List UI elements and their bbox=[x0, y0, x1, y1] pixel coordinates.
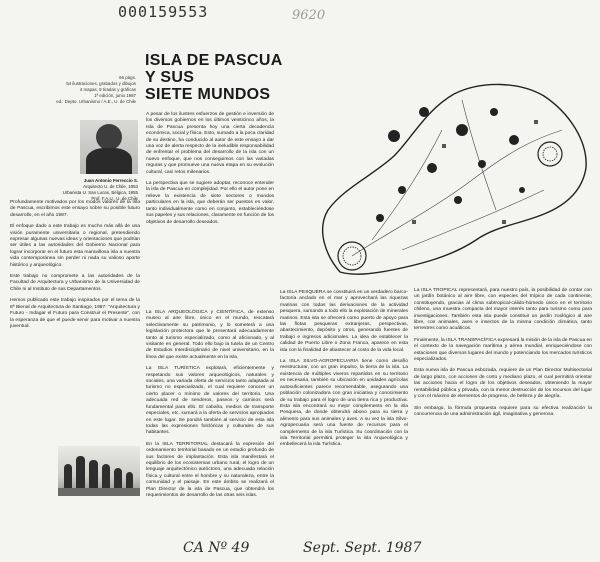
map-site bbox=[454, 196, 462, 204]
column-lead bbox=[146, 112, 274, 231]
map-marker bbox=[534, 120, 538, 124]
paragraph: La ISLA ARQUEOLÓGICA y CIENTÍFICA, de extenso museo al aire libre, único en el mundo, rescatará selectivamente su patrimonio, y lo someterá a una legislación protectora que le presentará adecuadamente tanto al turismo especializado, como al aficionado, y al visitante en general. Todo ello bajo la tutela de un Centro de Estudios Interdisciplinario de nivel universitario, en la línea del que existe actualmente en la isla. bbox=[146, 310, 274, 360]
map-site bbox=[398, 186, 406, 194]
map-marker bbox=[412, 220, 416, 224]
map-site bbox=[419, 107, 429, 117]
moai-statue-shape bbox=[102, 464, 110, 490]
column-islands-a bbox=[146, 310, 274, 504]
title-line: SIETE MUNDOS bbox=[145, 86, 271, 103]
meta-line: 54 ilustraciones, grabados y dibujos bbox=[66, 81, 136, 86]
moai-photo bbox=[58, 446, 140, 496]
moai-statue-shape bbox=[114, 468, 122, 490]
map-site bbox=[478, 160, 486, 168]
map-marker bbox=[502, 220, 506, 224]
paragraph: Finalmente, la ISLA TRANSPACÍFICA expresará la misión de la isla de Pascua en el contexto de la navegación marítima y aérea mundial, enriqueciéndose con estaciones que diversos lugares del mundo y potenciando los mercados turísticos especializados. bbox=[414, 337, 592, 363]
archive-stamp: 000159553 bbox=[118, 3, 209, 21]
map-site bbox=[490, 108, 498, 116]
paragraph: En la ISLA TERRITORIAL destacará la expresión del ordenamiento territorial basado en un estudio profundo de sus factores de implantación. Esta isla manifestará el equilibrio de los ecosistemas urbano rural, el logro de un lenguaje arquitectónico autóctono, una adecuada relación física y cultural entre el hombre y su naturaleza, entre la comunidad y el paisaje. En este ámbito se realizará el Plan Director de la isla de Pascua, que obtendrá los requerimientos de desarrollo de las otras seis islas. bbox=[146, 441, 274, 498]
author-credit-line: Urbanista U. San Lucas, Bélgica, 1955 bbox=[62, 190, 138, 195]
road-line bbox=[462, 100, 496, 210]
paragraph: La ISLA TURÍSTICA explotará, eficientemente y respetando sus valores arqueológicos, naturales y sociales, una variada oferta de servicios tanto adaptada al turismo no especializado, el cual requiere conocer un cierto placer o mínimo de valores del territorio. Una adecuada red de senderos, paseos y caminos será fundamental para ello. El cabaña, medios de transporte especiales, etc. sumará a la oferta de servicios apropiados en este lugar. Se pondrá también al servicio de esta isla todas las expresiones folclóricas y culturales de sus habitantes. bbox=[146, 366, 274, 436]
map-site bbox=[376, 214, 384, 222]
title-line: Y SUS bbox=[145, 69, 195, 86]
map-site bbox=[388, 130, 400, 142]
author-photo bbox=[80, 120, 138, 174]
column-islands-b bbox=[280, 290, 408, 454]
moai-statue-shape bbox=[76, 456, 85, 490]
map-site bbox=[456, 124, 468, 136]
map-site bbox=[427, 163, 437, 173]
title-line: ISLA DE PASCUA bbox=[145, 52, 283, 69]
moai-statue-shape bbox=[64, 464, 72, 490]
handwritten-note: 9620 bbox=[292, 8, 326, 23]
map-site bbox=[509, 135, 519, 145]
road-line bbox=[372, 130, 442, 240]
author-credit-line: Arquitecto U. de Chile, 1953 bbox=[83, 184, 138, 189]
handwritten-date: Sept. Sept. 1987 bbox=[303, 540, 422, 556]
book-metadata bbox=[12, 75, 136, 105]
road-line bbox=[352, 130, 562, 256]
meta-line: 4 mapas, 9 tiradas y gráficas bbox=[79, 87, 136, 92]
paragraph: Sin embargo, la fórmula propuesta requiere para su efectiva realización la concurrencia de una administración ágil, imaginativa y generosa. bbox=[414, 405, 592, 417]
paragraph: Este trabajo no compromete a las autoridades de la Facultad de Arquitectura y Urbanismo de la Universidad de Chile ni al Instituto de sus Departamentos. bbox=[10, 274, 140, 292]
island-map bbox=[282, 60, 594, 282]
author-credits bbox=[50, 178, 138, 202]
meta-line: ed.: Depto. Urbanismo / A.E., U. de Chile bbox=[56, 99, 136, 104]
paragraph: Profundamente motivados por los modos valores de la Isla de Pascua, escribimos este ensayo sobre su posible futuro desarrollo, en el año 1987. bbox=[10, 200, 140, 218]
handwritten-issue: CA Nº 49 bbox=[183, 540, 250, 556]
volcano-crater bbox=[543, 147, 557, 161]
paragraph: La perspectiva que se sugiere adoptar, reconoce entender la isla de Pascua en complejidad. Por ello el autor pone en relieve la existencia de siete sectores o mundos particulares en la isla, que deberán ser puestos en valor, tanto individualmente como en conjunto, estableciéndose sus papeles y sus relaciones, claramente en función de los objetivos de desarrollo deseados. bbox=[146, 181, 274, 225]
map-marker bbox=[442, 144, 446, 148]
author-credit-line: Prof. F.A.U., U. de Chile bbox=[91, 196, 138, 201]
moai-ground bbox=[58, 488, 140, 496]
paragraph: La ISLA PESQUERA se constituirá en un verdadero barco-factoría anclado en el mar y aprovechará las riquezas marinas con todas las derivaciones de la actividad pesquera, sumando a todo ello la explotación de minerales marinos. Esta isla se ofrecerá como puerto de apoyo para las flotas pesqueras extranjeras, perspectivas, abastecimiento, depósito y otros, generando fuentes de trabajo e ingresos adicionales. La idea de establecer la calidad de Puerto Libre o Zona Franca, aparece en esta isla con la finalidad de abastecer al costo de la vida local. bbox=[280, 290, 408, 353]
map-site bbox=[519, 187, 525, 193]
paragraph: A pesar de los ilustres esfuerzos de gestión e inversión de los diversos gobiernos en los últimos veinticinco años, la Isla de Pascua presenta hoy una cierta decadencia económica, social y física. Esto, sumado a la poca claridad de su destino, ha conducido al autor de este ensayo a dar una voz de alerta respecto de la ineludible responsabilidad de enfrentar el problema del desarrollo de la isla con un nuevo enfoque, que nos conseguimos con las variadas reguras y que promueve una nueva etapa en su evolución cultural, casi retos milenarios. bbox=[146, 112, 274, 175]
meta-line: 66 págs. bbox=[119, 75, 136, 80]
road-line bbox=[402, 190, 544, 250]
meta-line: 1ª edición, junio 1987 bbox=[94, 93, 136, 98]
column-intro bbox=[10, 200, 140, 335]
paragraph: Hemos publicado este trabajo inspirados por el tema de la 6ª Bienal de Arquitectura de Santiago, 1987: "Arquitectura y Futuro - Indagar el Futuro para Construir el Presente", con la esperanza de que el puede servir para motivar a nuestra juventud. bbox=[10, 298, 140, 329]
volcano-crater bbox=[538, 142, 562, 166]
paragraph: La ISLA TROPICAL representará, para nuestro país, la posibilidad de contar con un jardín botánico al aire libre, con especies del trópico de cada continente, constituyendo, gracias al clima subtropical-cálido-húmedo único en el territorio chileno, una muestra compacta del mayor interés tanto para turismo como para investigaciones. También esta isla puede constituir un jardín zoológico al aire libre, con animales, aves e insectos de la misma condición climática, tanto terrestres como acuáticos. bbox=[414, 288, 592, 332]
moai-statue-shape bbox=[89, 460, 98, 490]
paragraph: Esta nueva isla de Pascua esbozada, requiere de un Plan Director Multisectorial de largo plazo, con acciones de corto y mediano plazo, el cual permitirá orientar las acciones hacia el logro de los objetivos deseados, obteniendo la mayor rentabilidad pública y privada, con la menor destrucción de los recursos del lugar y con el máximo de elementos de progreso, de belleza y de alegría. bbox=[414, 368, 592, 400]
paragraph: El enfoque dado a este trabajo es mucho más allá de una visión puramente universitaria o regional, pretendiendo expresar algunas nuevas ideas y orientaciones que podrían ser útiles a las autoridades del Gobierno Nacional para lograr incorporar en el futuro esta maravillosa isla a nuestra vida contemporánea sin perder ni nada su valioso aporte histórico y arqueológico. bbox=[10, 224, 140, 268]
author-body-shape bbox=[86, 148, 132, 174]
author-head-shape bbox=[96, 124, 122, 150]
author-name: Juan Antonio Ferreccio S. bbox=[83, 178, 138, 183]
paragraph: La ISLA SILVO-AGROPECUARIA tiene como desafío reestructurar, con un gran impulso, la tierra de la isla. La existencia de múltiples viveros repartidos en su territorio es necesaria, también su ubicación en unidades agrícolas autosuficientes parece recomendable, asegurando una población colonizadora con gran iniciativa y conocimiento de su trabajo para el logro de una tierra rica y productiva. Esta isla encontrará su mejor complemento en la isla Pesquera, de donde obtendrá abono para su tierra y alimento para sus animales y aves. A su vez la isla Silvo-Agropecuaria será una fuente de recursos para el complemento de la isla Turística. Su coordinación con la isla Territorial permitirá proteger la isla Arqueológica y embellecerá la isla Turística. bbox=[280, 359, 408, 448]
article-title bbox=[145, 52, 305, 103]
column-islands-c bbox=[414, 288, 592, 423]
